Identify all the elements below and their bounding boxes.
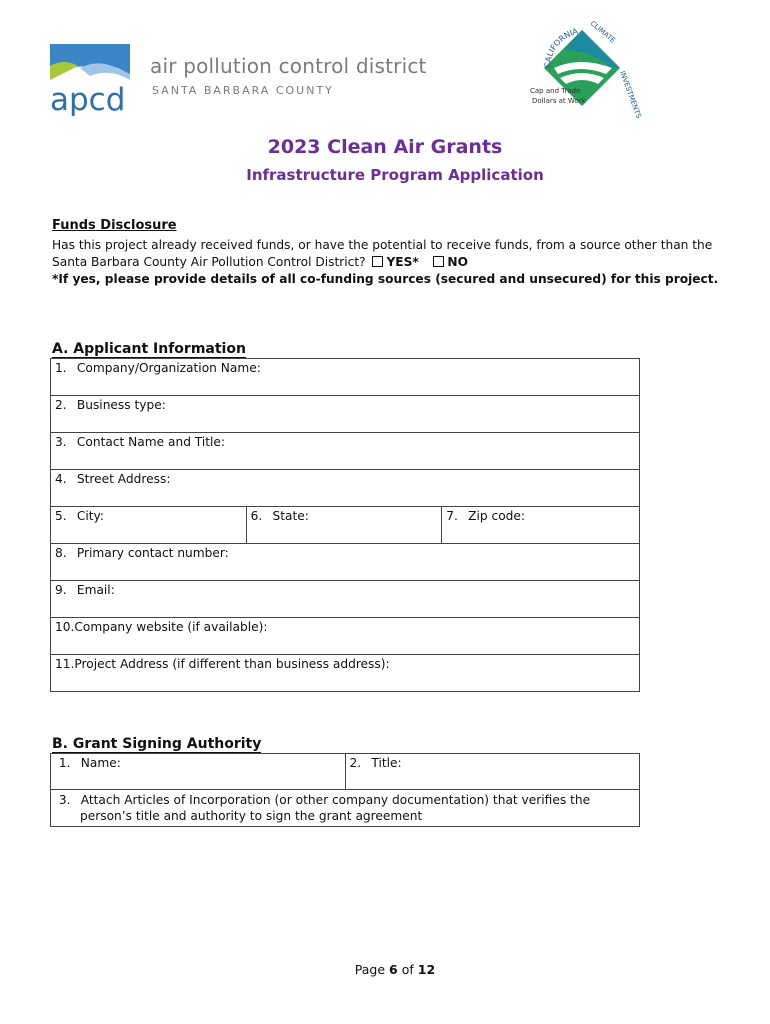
funds-question-line2: Santa Barbara County Air Pollution Control District? [52,255,366,269]
primary-contact-number-field[interactable]: 8. Primary contact number: [51,544,640,581]
funds-disclosure-heading: Funds Disclosure [52,218,177,233]
state-field[interactable]: 6. State: [246,507,442,544]
articles-of-incorporation-field[interactable]: 3. Attach Articles of Incorporation (or other company documentation) that verifies the person’s title and authority to sign the grant agreement [51,790,640,827]
applicant-information-table [50,358,640,692]
funds-question-line2-row [52,254,732,271]
district-name: air pollution control district [150,54,427,78]
email-field[interactable]: 9. Email: [51,581,640,618]
california-climate-investments-logo [520,10,650,125]
county-name: SANTA BARBARA COUNTY [152,84,334,97]
section-a-heading: A. Applicant Information [52,341,246,357]
co-funding-note: *If yes, please provide details of all co-funding sources (secured and unsecured) for this project. [52,272,719,286]
apcd-logo [50,40,132,116]
company-name-field[interactable]: 1. Company/Organization Name: [51,359,640,396]
zip-code-field[interactable]: 7. Zip code: [442,507,640,544]
funds-question-line1: Has this project already received funds, or have the potential to receive funds, from a source other than the [52,238,713,252]
grant-signing-authority-table [50,753,640,827]
business-type-field[interactable]: 2. Business type: [51,396,640,433]
section-b-heading: B. Grant Signing Authority [52,736,262,752]
street-address-field[interactable]: 4. Street Address: [51,470,640,507]
no-checkbox[interactable] [433,256,444,267]
cci-arc-text-2: CLIMATE [588,19,617,45]
no-label: NO [447,255,468,269]
page-subtitle: Infrastructure Program Application [246,166,544,184]
city-field[interactable]: 5. City: [51,507,247,544]
company-website-field[interactable]: 10.Company website (if available): [51,618,640,655]
page-number: Page 6 of 12 [354,962,436,977]
signer-title-field[interactable]: 2. Title: [345,754,640,790]
page-title: 2023 Clean Air Grants [267,136,503,158]
contact-name-title-field[interactable]: 3. Contact Name and Title: [51,433,640,470]
yes-label: YES* [386,255,419,269]
cci-line-1: Cap and Trade [530,87,581,95]
apcd-mark-text: apcd [50,82,126,116]
funds-question [52,237,732,288]
cci-arc-text-3: INVESTMENTS [618,69,643,120]
yes-checkbox[interactable] [372,256,383,267]
signer-name-field[interactable]: 1. Name: [51,754,346,790]
project-address-field[interactable]: 11.Project Address (if different than business address): [51,655,640,692]
cci-line-2: Dollars at Work [532,97,586,105]
cci-arc-text-1: CALIFORNIA [542,26,579,69]
